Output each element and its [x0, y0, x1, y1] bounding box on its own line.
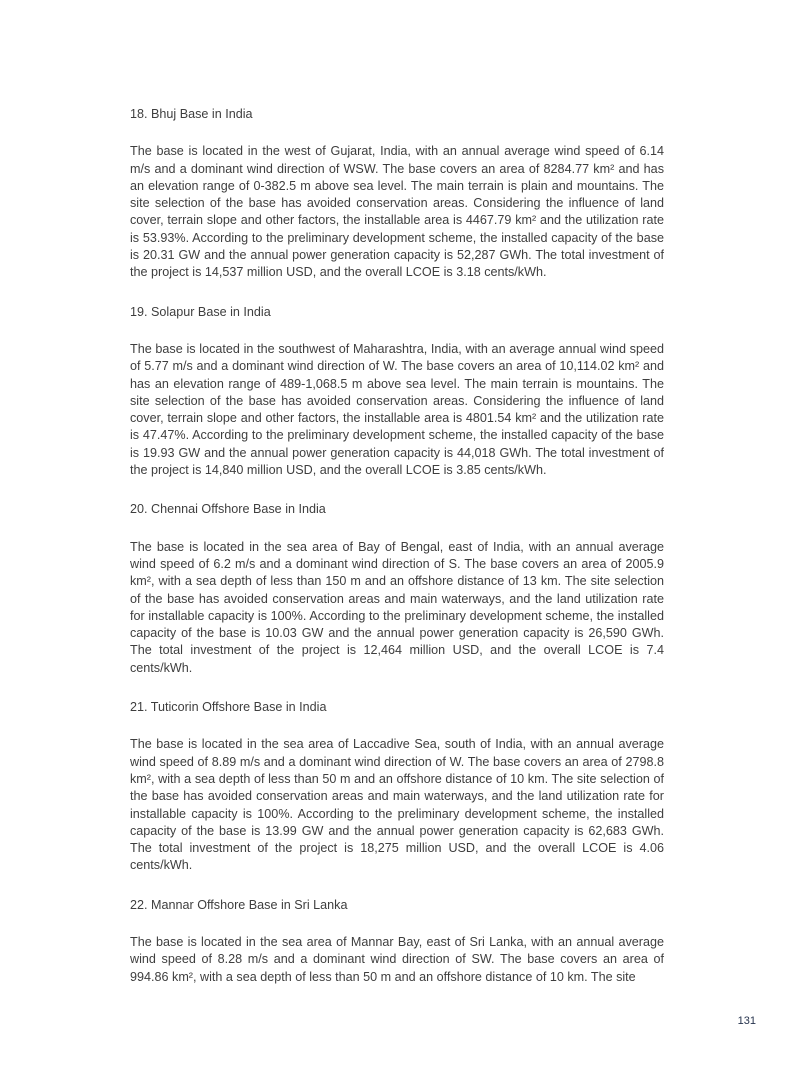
section-paragraph: The base is located in the sea area of Mannar Bay, east of Sri Lanka, with an annual average wind speed of 8.28 m/s and a dominant wind direction of SW. The base covers an area of 994.86 km², with a sea depth of less than 50 m and an offshore distance of 10 km. The site: [130, 934, 664, 984]
section-paragraph: The base is located in the southwest of Maharashtra, India, with an average annual wind speed of 5.77 m/s and a dominant wind direction of W. The base covers an area of 10,114.02 km² and has an elevation range of 489-1,068.5 m above sea level. The main terrain is mountains. The site selection of the base has avoided conservation areas. Considering the influence of land cover, terrain slope and other factors, the installable area is 4801.54 km² and the utilization rate is 47.47%. According to the preliminary development scheme, the installed capacity of the base is 19.93 GW and the annual power generation capacity is 44,018 GWh. The total investment of the project is 14,840 million USD, and the overall LCOE is 3.85 cents/kWh.: [130, 341, 664, 478]
section-chennai-offshore-base: [130, 501, 664, 677]
section-heading: 18. Bhuj Base in India: [130, 107, 253, 121]
document-content: [130, 106, 664, 986]
section-bhuj-base: [130, 106, 664, 282]
section-paragraph: The base is located in the sea area of Laccadive Sea, south of India, with an annual average wind speed of 8.89 m/s and a dominant wind direction of W. The base covers an area of 2798.8 km², with a sea depth of less than 50 m and an offshore distance of 10 km. The site selection of the base has avoided conservation areas and main waterways, and the land utilization rate for installable capacity is 100%. According to the preliminary development scheme, the installed capacity of the base is 13.99 GW and the annual power generation capacity is 62,683 GWh. The total investment of the project is 18,275 million USD, and the overall LCOE is 4.06 cents/kWh.: [130, 737, 664, 873]
section-paragraph: The base is located in the west of Gujarat, India, with an annual average wind speed of 6.14 m/s and a dominant wind direction of WSW. The base covers an area of 8284.77 km² and has an elevation range of 0-382.5 m above sea level. The main terrain is plain and mountains. The site selection of the base has avoided conservation areas. Considering the influence of land cover, terrain slope and other factors, the installable area is 4467.79 km² and the utilization rate is 53.93%. According to the preliminary development scheme, the installed capacity of the base is 20.31 GW and the annual power generation capacity is 52,287 GWh. The total investment of the project is 14,537 million USD, and the overall LCOE is 3.18 cents/kWh.: [130, 144, 664, 280]
section-heading: 21. Tuticorin Offshore Base in India: [130, 700, 327, 715]
section-heading: 22. Mannar Offshore Base in Sri Lanka: [130, 897, 348, 912]
section-heading: 20. Chennai Offshore Base in India: [130, 502, 326, 517]
section-heading: 19. Solapur Base in India: [130, 304, 271, 319]
section-mannar-offshore-base: [130, 897, 664, 986]
section-solapur-base: [130, 304, 664, 480]
section-tuticorin-offshore-base: [130, 699, 664, 875]
section-paragraph: The base is located in the sea area of Bay of Bengal, east of India, with an annual average wind speed of 6.2 m/s and a dominant wind direction of S. The base covers an area of 2005.9 km², with a sea depth of less than 150 m and an offshore distance of 13 km. The site selection of the base has avoided conservation areas and main waterways, and the land utilization rate for installable capacity is 100%. According to the preliminary development scheme, the installed capacity of the base is 10.03 GW and the annual power generation capacity is 26,590 GWh. The total investment of the project is 12,464 million USD, and the overall LCOE is 7.4 cents/kWh.: [130, 539, 664, 675]
page-number: 131: [737, 1015, 756, 1027]
